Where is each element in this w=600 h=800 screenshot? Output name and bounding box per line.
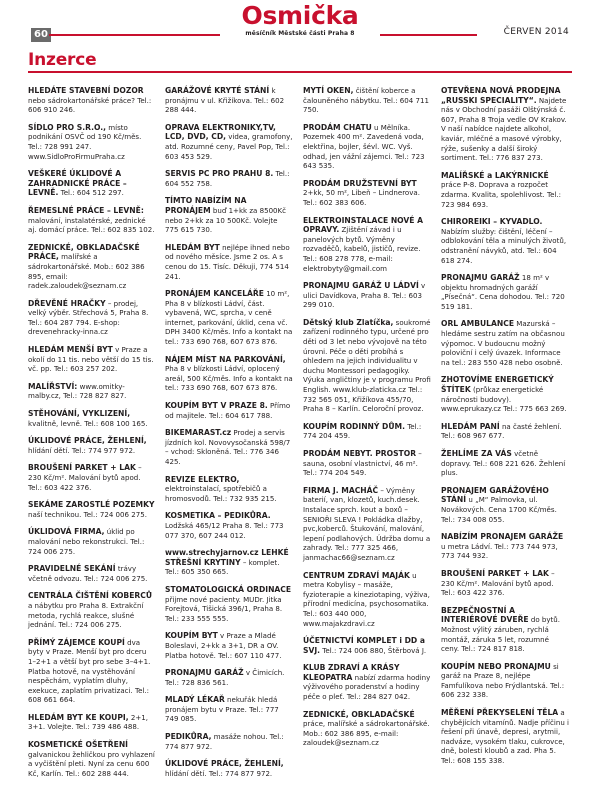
section-rule	[28, 71, 572, 73]
ad-body: nekuřák hledá pronájem bytu v Praze. Tel.: 777 749 085.	[165, 695, 279, 724]
ad-title: ŘEMESLNÉ PRÁCE – LEVNĚ:	[28, 205, 144, 215]
ad-body: nabízí zdarma hodiny výživového poradenství a hodiny péče o pleť. Tel.: 284 827 042.	[303, 672, 431, 702]
ad-title: PRONAJMU GARÁŽ	[441, 273, 520, 283]
header-rule-right	[380, 34, 477, 36]
ad-title: ORL AMBULANCE	[441, 319, 515, 329]
ad-body: na časté žehlení. Tel.: 608 967 677.	[441, 421, 562, 441]
ad-title: TÍMTO NABÍZÍM NA PRONÁJEM	[165, 196, 247, 215]
classified-ad	[165, 759, 293, 778]
ad-body: – Výměny baterií, van, klozetů, kuch.desek. Instalace sprch. kout a boxů – SENIOŘI SLEVA ! Pokládka dlažby, pvc,koberců. Štukování, malování, lepení podlahových. Údržba domu a zahrady. Tel.: 777 325 466, janmachac66@seznam.cz	[303, 485, 431, 562]
classified-ad	[28, 638, 156, 705]
ad-title: ÚKLIDOVÉ PRÁCE, ŽEHLENÍ,	[28, 436, 147, 446]
classified-ad	[28, 463, 156, 492]
ad-title: KOUPÍM RODINNÝ DŮM.	[303, 421, 405, 431]
ad-title: VEŠKERÉ ÚKLIDOVÉ A ZAHRADNICKÉ PRÁCE – LEVNĚ.	[28, 169, 127, 198]
ad-body: videa, gramofony, atd. Rozumné ceny, Pavel Pop, Tel.: 603 453 529.	[165, 132, 293, 161]
ad-title: NABÍZÍM PRONAJEM GARÁŽE	[441, 532, 564, 542]
ad-title: ÚKLIDOVÁ FIRMA,	[28, 527, 105, 537]
classified-ad	[441, 486, 569, 524]
ad-body: u Mělníka. Pozemek 400 m². Zavedená voda, elektřina, bojler, šévl. WC. Vyš. odhad, jen vážní zájemci. Tel.: 723 643 535.	[303, 122, 425, 171]
ad-body: včetně dopravy. Tel.: 608 221 626. Žehlení plus.	[441, 449, 566, 478]
ad-body: masáže nohou. Tel.: 774 877 972.	[165, 732, 284, 751]
classified-ad	[441, 569, 569, 598]
classified-ad	[165, 169, 293, 188]
ad-body: si garáž na Praze 8, nejlépe Famfulíkova nebo Frýdlantská. Tel.: 606 232 338.	[441, 661, 565, 700]
ad-title: OTEVŘENA NOVÁ PRODEJNA „RUSSKI SPECIALITY“.	[441, 86, 561, 105]
classified-ad	[165, 631, 293, 660]
ad-body: (průkaz energetické náročnosti budovy). www.eprukazy.cz Tel.: 775 663 269.	[441, 385, 567, 414]
classified-ad	[165, 289, 293, 347]
ad-title: ZEDNICKÉ, OBKLADAČSKÉ	[303, 709, 415, 719]
ad-title: PRAVIDELNÉ SEKÁNÍ	[28, 564, 116, 574]
ad-title: ELEKTROINSTALACE NOVÉ A OPRAVY.	[303, 215, 424, 235]
header-rule-left	[49, 34, 220, 36]
ad-title: HLEDÁM PANÍ	[441, 421, 500, 431]
ad-body: čištění koberce a čalouněného nábytku. Tel.: 604 711 750.	[303, 86, 429, 115]
section-title: Inzerce	[28, 50, 97, 70]
ad-body: – 230 Kč/m². Malování bytů apod. Tel.: 603 422 376.	[28, 463, 142, 492]
classified-ad	[165, 511, 293, 540]
ad-title: PRODÁM NEBYT. PROSTOR	[303, 449, 417, 458]
ad-body: – sauna, osobní vlastnictví, 46 m². Tel.: 774 204 549.	[303, 449, 422, 478]
ad-title: NÁJEM MÍST NA PARKOVÁNÍ,	[165, 354, 286, 364]
classified-ad	[165, 355, 293, 393]
classified-ad	[441, 708, 569, 766]
ad-body: malování, instalatérské, zednické aj. domácí práce. Tel.: 602 835 102.	[28, 215, 155, 235]
ad-title: HLEDÁM BYT KE KOUPI,	[28, 712, 129, 722]
classified-ad	[28, 591, 156, 629]
page-header	[0, 0, 600, 46]
classified-ad	[165, 695, 293, 724]
classified-ad	[28, 382, 156, 401]
ad-body: úklid po malování nebo rekonstrukci. Tel.: 724 006 275.	[28, 527, 145, 556]
ad-body: u metra Ládví. Tel.: 773 744 973, 773 744 932.	[441, 541, 558, 561]
ad-title: ÚKLIDOVÉ PRÁCE, ŽEHLENÍ,	[165, 759, 284, 769]
ad-body: v Praze a Mladé Boleslavi, 2+kk a 3+1, DR a OV. Platba hotově. Tel.: 607 110 477.	[165, 631, 282, 660]
masthead-title: Osmička	[241, 1, 359, 30]
ad-title: HLEDÁM BYT	[165, 242, 220, 252]
ad-title: REVIZE ELEKTRO,	[165, 474, 240, 484]
classified-ad	[28, 500, 156, 519]
ads-column-2	[165, 86, 293, 786]
ad-body: dva byty v Praze. Menší byt pro dceru 1–2+1 a větší byt pro sebe 3–4+1. Platba hotově, na vystěhování nespěchám, vyplatím dluhy, exekuce, zaplatím privatizaci. Tel.: 608 661 664.	[28, 637, 151, 705]
ad-body: naší technikou. Tel.: 724 006 275.	[28, 509, 147, 519]
ad-body: místo podnikání OSVČ od 190 Kč/měs. Tel.: 728 991 247. www.SidloProFirmuPraha.cz	[28, 122, 142, 161]
ad-body: k pronájmu v ul. Křižíkova. Tel.: 602 288 444.	[165, 86, 285, 115]
ad-title: ŽEHLÍME ZA VÁS	[441, 449, 512, 458]
ad-body: Pha 8 v blízkosti Ládví, oplocený areál, 500 Kč/měs. Info a kontakt na tel.: 733 690 768, 607 673 876.	[165, 364, 293, 393]
classified-ad	[28, 564, 156, 583]
classified-ad	[28, 299, 156, 337]
ads-column-4	[441, 86, 569, 774]
ad-body: práce P-8. Doprava a rozpočet zdarma. Kvalita, spolehlivost. Tel.: 723 984 693.	[441, 180, 562, 209]
classified-ad	[28, 740, 156, 778]
classified-ad	[28, 409, 156, 428]
classified-ad	[165, 123, 293, 161]
ad-body: hlídání dětí. Tel.: 774 877 972.	[165, 768, 273, 778]
ad-title: PRODÁM CHATU	[303, 122, 372, 132]
classified-ad	[441, 606, 569, 654]
classified-ad	[303, 179, 431, 208]
ad-title: DŘEVĚNÉ HRAČKY	[28, 298, 106, 308]
ad-body: – komplet. Tel.: 605 350 665.	[165, 557, 280, 577]
ad-body: Lodžská 465/12 Praha 8. Tel.: 773 077 370, 607 244 012.	[165, 520, 284, 540]
ad-title: ÚČETNICTVÍ KOMPLET i DD a SVJ.	[303, 636, 425, 655]
ad-title: KOSMETICKÉ OŠETŘENÍ	[28, 740, 129, 750]
masthead	[220, 2, 380, 37]
classified-ad	[165, 243, 293, 281]
ad-body: u „M“ Palmovka, ul. Novákových. Cena 1700 Kč/měs. Tel.: 734 008 055.	[441, 495, 557, 524]
classified-ad	[303, 486, 431, 563]
classified-ad	[441, 449, 569, 478]
classified-ad	[165, 732, 293, 751]
classified-ad	[303, 710, 431, 748]
classified-ad	[441, 171, 569, 209]
ad-title: KOUPÍM BYT	[165, 631, 218, 641]
ad-title: MĚŘENÍ PŘEKYSELENÍ TĚLA	[441, 708, 559, 718]
ad-body: práce, malířské a sádrokartonářské. Mob.: 602 386 895, e-mail: zaloudek@seznam.cz	[303, 719, 430, 748]
ad-body: trávy včetně odvozu. Tel.: 724 006 275.	[28, 564, 148, 583]
ad-title: BROUŠENÍ PARKET + LAK	[441, 568, 549, 578]
ad-title: KOUPÍM BYT V PRAZE 8.	[165, 401, 268, 411]
ad-body: Najdete nás v Obchodní pasáži Olštýnská č. 607, Praha 8 Troja vedle OV Krakov. V naší nabídce najdete alkohol, kaviár, mléčné a masové výrobky, rýže, sušenky a další široký sortiment. Tel.: 776 837 273.	[441, 95, 567, 163]
ad-body: Přímo od majitele. Tel.: 604 617 788.	[165, 401, 291, 420]
ad-body: Prodej a servis jízdních kol. Novovysočanská 598/7 – vchod: Skloněná. Tel.: 776 346 425.	[165, 428, 291, 466]
classified-ad	[28, 243, 156, 291]
ad-body: u metra Kobylisy – masáže, fyzioterapie a kineziotaping, výživa, přírodní medicína, psychosomatika. Tel.: 603 440 000, www.majakzdravi.cz	[303, 570, 430, 628]
ad-title: ZEDNICKÉ, OBKLADAČSKÉ PRÁCE,	[28, 242, 140, 262]
ad-body: – prodej, velký výběr. Střechová 5, Praha 8. Tel.: 604 287 794. E-shop: drevenehracky-inna.cz	[28, 298, 149, 337]
classified-ad	[441, 375, 569, 413]
classified-ad	[28, 169, 156, 198]
ad-title: CHIROREIKI – KYVADLO.	[441, 217, 543, 227]
classified-ad	[165, 196, 293, 234]
ad-body: Tel.: 774 204 459.	[303, 421, 422, 441]
ad-title: BIKEMARAST.cz	[165, 428, 232, 438]
ad-body: 2+kk, 50 m², Libeň – Lindnerova. Tel.: 602 383 606.	[303, 188, 420, 207]
classified-ad	[165, 428, 293, 466]
ad-body: 2+1, 3+1. Volejte. Tel.: 739 486 488.	[28, 712, 148, 732]
ad-body: v Čimicích. Tel.: 728 836 561.	[165, 668, 285, 687]
ad-title: MYTÍ OKEN,	[303, 86, 354, 95]
ad-title: OPRAVA ELEKTRONIKY,TV, LCD, DVD, CD,	[165, 122, 276, 142]
masthead-subtitle: měsíčník Městské části Praha 8	[245, 30, 355, 37]
ads-column-3	[303, 86, 431, 756]
ad-title: GARÁŽOVÉ KRYTÉ STÁNÍ	[165, 86, 270, 95]
ad-title: PEDIKŮRA,	[165, 732, 212, 742]
classified-ad	[28, 206, 156, 235]
classified-ad	[28, 345, 156, 374]
classified-ad	[303, 216, 431, 274]
classified-ad	[303, 571, 431, 629]
ad-title: PRONÁJEM KANCELÁŘE	[165, 289, 264, 299]
ad-title: BROUŠENÍ PARKET + LAK	[28, 463, 136, 473]
ad-title: PRONAJMU GARÁŽ	[165, 668, 244, 678]
classified-ad	[165, 475, 293, 504]
ad-title: ZHOTOVÍME ENERGETICKÝ ŠTÍTEK	[441, 375, 554, 395]
ad-title: MALÍŘSTVÍ:	[28, 381, 78, 391]
classified-ad	[441, 86, 569, 163]
ad-body: Nabízím služby: čištění, léčení – odblokování těla a minulých životů, odstranění návyků, atd. Tel.: 604 618 274.	[441, 226, 567, 265]
ad-title: FIRMA J. MACHÁČ	[303, 485, 379, 495]
classified-ad	[441, 319, 569, 367]
ad-title: SERVIS PC PRO PRAHU 8.	[165, 169, 274, 179]
classified-ad	[441, 273, 569, 311]
classified-ad	[28, 713, 156, 732]
ad-body: soukromé zařízení rodinného typu, určené pro děti od 3 let nebo vývojově na této úrovni. Péče o děti probíhá s ohledem na jejich individualitu v duchu Montessori pedagogiky. Výuka angličtiny je v programu Profi English. www.klub-zlaticka.cz Tel.: 732 565 051, Křižíkova 455/70, Praha 8 – Karlín. Celoroční provoz.	[303, 317, 431, 414]
ad-body: hlídání dětí. Tel.: 774 977 972.	[28, 445, 136, 455]
ad-title: www.strechyjarnov.cz LEHKÉ STŘEŠNÍ KRYTINY	[165, 548, 289, 567]
classified-ad	[165, 585, 293, 623]
ad-body: galvanickou žehličkou pro vyhlazení a vyčištění pleti. Nyní za cenu 600 Kč, Karlín. Tel.: 602 288 444.	[28, 749, 155, 778]
ad-title: STĚHOVÁNÍ, VYKLIZENÍ,	[28, 409, 131, 419]
ad-body: a nábytku pro Praha 8. Extrakční metoda, rychlá reakce, slušné jednání. Tel.: 724 006 275.	[28, 600, 144, 630]
issue-date: ČERVEN 2014	[503, 27, 569, 37]
ad-title: SÍDLO PRO S.R.O.,	[28, 122, 107, 132]
ad-body: buď 1+kk za 8500Kč nebo 2+kk za 10 500Kč. Volejte 775 615 730.	[165, 205, 287, 235]
ads-column-1	[28, 86, 156, 786]
ad-body: nejlépe ihned nebo od nového měsíce. Jsme 2 os. A s cenou do 15. Tisíc. Děkuji, 774 514 241.	[165, 242, 290, 281]
ad-title: Dětský klub Zlatíčka,	[303, 317, 394, 327]
classified-ad	[28, 86, 156, 115]
ad-title: MALÍŘSKÉ a LAKÝRNICKÉ	[441, 170, 549, 180]
ad-body: 10 m², Pha 8 v blízkosti Ládví, část. vybavená, WC, sprcha, v ceně internet, parkování, úklid, cena vč. DPH 3400 Kč/měs. Info a kontakt na tel.: 733 690 768, 607 673 876.	[165, 289, 293, 347]
ad-body: www.omitky-malby.cz, Tel.: 728 827 827.	[28, 381, 127, 401]
ad-body: kvalitně, levně. Tel.: 608 100 165.	[28, 418, 148, 428]
ad-body: – 230 Kč/m². Malování bytů apod. Tel.: 603 422 376.	[441, 568, 555, 598]
ad-title: SEKÁME ZAROSTLÉ POZEMKY	[28, 500, 155, 510]
ad-title: KOUPÍM NEBO PRONAJMU	[441, 661, 551, 671]
ad-body: do bytů. Možnost výlitý záruben, rychlá montáž, záruka 5 let, rozumné ceny. Tel.: 724 817 818.	[441, 615, 561, 654]
ad-body: Tel.: 604 552 758.	[165, 169, 290, 188]
classified-ad	[303, 318, 431, 414]
ad-title: HLEDÁTE STAVEBNÍ DOZOR	[28, 86, 144, 95]
classified-ad	[165, 668, 293, 687]
classified-ad	[303, 86, 431, 115]
ad-title: KOSMETIKA – PEDIKŮRA.	[165, 511, 271, 521]
ad-body: Zjištění závad i u panelových bytů. Výměny rozvaděčů, kabelů, jističů, revize. Tel.: 608 278 778, e-mail: elektrobyty@gmail.com	[303, 225, 421, 273]
page-number: 60	[31, 28, 51, 42]
ad-body: v ulici Davídkova, Praha 8. Tel.: 603 299 010.	[303, 281, 426, 310]
ad-body: Mazurská – hledáme sestru zatím na občasnou výpomoc. V budoucnu možný poloviční i celý úvazek. Informace na tel.: 283 550 428 nebo osobně.	[441, 319, 565, 367]
classified-ad	[303, 449, 431, 478]
classified-ad	[165, 401, 293, 420]
ad-body: elektroinstalací, spotřebičů a hromosvodů. Tel.: 732 935 215.	[165, 484, 277, 503]
classified-ad	[165, 86, 293, 115]
classified-ad	[303, 636, 431, 655]
classified-ad	[303, 123, 431, 171]
ad-title: STOMATOLOGICKÁ ORDINACE	[165, 584, 292, 594]
ad-body: přijme nové pacienty. MUDr. Jitka Forejtová, Tišická 396/1, Praha 8. Tel.: 233 555 555.	[165, 594, 283, 623]
ad-title: KLUB ZDRAVÍ A KRÁSY KLEOPATRA	[303, 663, 400, 682]
ad-body: Tel.: 724 006 880, Štěrbová J.	[320, 645, 427, 655]
classified-ad	[165, 548, 293, 577]
ad-title: PRONAJMU GARÁŽ U LÁDVÍ	[303, 281, 419, 291]
classified-ad	[441, 532, 569, 561]
ad-body: v Praze a okolí do 11 tis. nebo větší do 15 tis. vč. pp. Tel.: 603 257 202.	[28, 345, 154, 374]
ad-title: PRODÁM DRUŽSTEVNÍ BYT	[303, 178, 417, 188]
ad-title: MLADÝ LÉKAŘ	[165, 695, 225, 705]
ad-title: CENTRÁLA ČIŠTĚNÍ KOBERCŮ	[28, 591, 152, 601]
ad-body: Tel.: 604 512 297.	[58, 188, 124, 198]
classified-ad	[303, 281, 431, 310]
classified-ad	[28, 436, 156, 455]
ad-title: CENTRUM ZDRAVÍ MAJÁK	[303, 570, 410, 580]
classified-ad	[28, 527, 156, 556]
classified-ad	[441, 422, 569, 441]
classified-ad	[303, 422, 431, 441]
classified-ad	[441, 217, 569, 265]
ad-title: PŘÍMÝ ZÁJEMCE KOUPÍ	[28, 637, 125, 647]
ad-body: 18 m² v objektu hromadných garáží „Písečná“. Cena dohodou. Tel.: 720 519 181.	[441, 273, 565, 311]
classified-ad	[303, 663, 431, 701]
ad-title: BEZPEČNOSTNÍ A INTERIÉROVÉ DVEŘE	[441, 605, 529, 625]
classified-ad	[441, 662, 569, 700]
ad-title: PRONAJEM GARÁŽOVÉHO STÁNÍ	[441, 485, 549, 505]
ad-body: malířské a sádrokartonářské. Mob.: 602 386 895, email: radek.zaloudek@seznam.cz	[28, 252, 145, 291]
ad-body: nebo sádrokartonářské práce? Tel.: 606 910 246.	[28, 95, 152, 115]
ad-title: HLEDÁM MENŠÍ BYT	[28, 345, 113, 355]
classified-ad	[28, 123, 156, 161]
ad-body: a chybějících vitamínů. Nadje příčinu i řešení při únavě, depresi, arytmii, nadváze, vysokém tlaku, cukrovce, dně, bolesti kloubů a zad. Pha 5. Tel.: 608 155 338.	[441, 708, 569, 766]
